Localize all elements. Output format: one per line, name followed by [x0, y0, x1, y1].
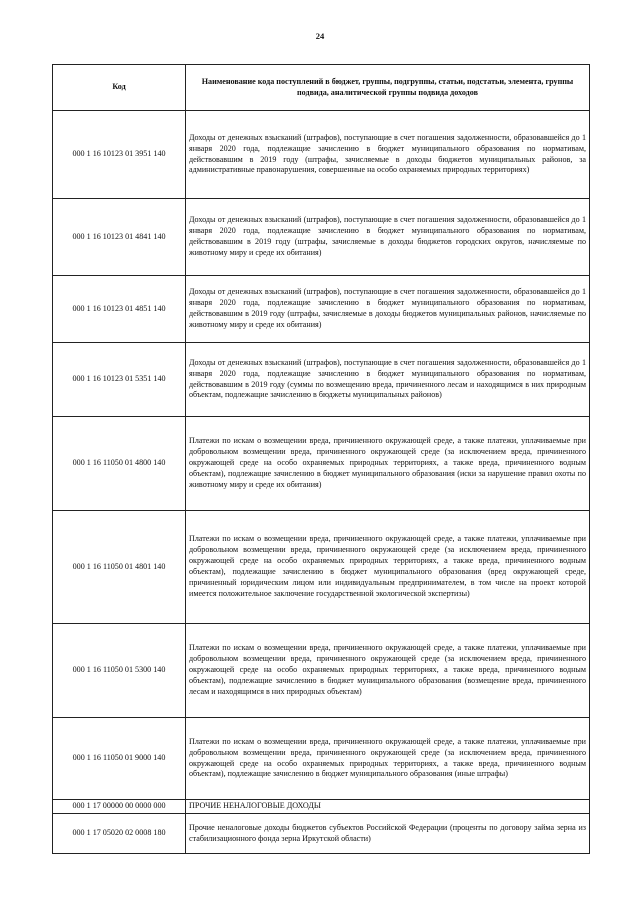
page-number: 24 [315, 31, 325, 41]
code-cell: 000 1 16 10123 01 5351 140 [53, 343, 186, 417]
description-cell: Доходы от денежных взысканий (штрафов), поступающие в счет погашения задолженности, образовавшейся до 1 января 2020 года, подлежащие зачислению в бюджет муниципального образования по нормативам, действовавшим в 2019 году (штрафы, зачисляемые в доходы бюджетов муниципальных районов, начисляемые по животному миру и среде их обитания) [186, 276, 590, 343]
description-cell: Прочие неналоговые доходы бюджетов субъектов Российской Федерации (проценты по договору займа зерна из стабилизационного фонда зерна Иркутской области) [186, 814, 590, 854]
table-row [53, 417, 590, 511]
revenue-codes-table [52, 64, 590, 854]
table-row [53, 511, 590, 624]
code-cell: 000 1 16 10123 01 4841 140 [53, 199, 186, 276]
code-cell: 000 1 16 11050 01 4800 140 [53, 417, 186, 511]
code-cell: 000 1 17 00000 00 0000 000 [53, 800, 186, 814]
code-cell: 000 1 17 05020 02 0008 180 [53, 814, 186, 854]
table-row [53, 814, 590, 854]
table-row [53, 343, 590, 417]
section-title-cell: ПРОЧИЕ НЕНАЛОГОВЫЕ ДОХОДЫ [186, 800, 590, 814]
code-cell: 000 1 16 11050 01 9000 140 [53, 718, 186, 800]
header-name: Наименование кода поступлений в бюджет, группы, подгруппы, статьи, подстатьи, элемента, группы подвида, аналитической группы подвида доходов [186, 65, 590, 111]
description-cell: Доходы от денежных взысканий (штрафов), поступающие в счет погашения задолженности, образовавшейся до 1 января 2020 года, подлежащие зачислению в бюджет муниципального образования по нормативам, действовавшим в 2019 году (штрафы, зачисляемые в доходы бюджетов муниципальных районов, за административные правонарушения, совершенные на особо охраняемых природных территориях) [186, 111, 590, 199]
table-row [53, 800, 590, 814]
description-cell: Платежи по искам о возмещении вреда, причиненного окружающей среде, а также платежи, уплачиваемые при добровольном возмещении вреда, причиненного окружающей среде (за исключением вреда, причиненного окружающей среде на особо охраняемых природных территориях, а также вреда, причиненного водным объектам), подлежащие зачислению в бюджет муниципального образования (вред окружающей среде, причиненный юридическим лицом или индивидуальным предпринимателем, в том числе на проект которой имеется положительное заключение государственной экологической экспертизы) [186, 511, 590, 624]
table-row [53, 276, 590, 343]
table-header-row [53, 65, 590, 111]
code-cell: 000 1 16 11050 01 4801 140 [53, 511, 186, 624]
description-cell: Доходы от денежных взысканий (штрафов), поступающие в счет погашения задолженности, образовавшейся до 1 января 2020 года, подлежащие зачислению в бюджет муниципального образования по нормативам, действовавшим в 2019 году (суммы по возмещению вреда, причиненного лесам и находящимся в них природным объектам, подлежащие зачислению в бюджеты муниципальных районов) [186, 343, 590, 417]
header-code: Код [53, 65, 186, 111]
table-row [53, 718, 590, 800]
table-row [53, 111, 590, 199]
code-cell: 000 1 16 10123 01 4851 140 [53, 276, 186, 343]
code-cell: 000 1 16 10123 01 3951 140 [53, 111, 186, 199]
table-row [53, 199, 590, 276]
description-cell: Платежи по искам о возмещении вреда, причиненного окружающей среде, а также платежи, уплачиваемые при добровольном возмещении вреда, причиненного окружающей среде (за исключением вреда, причиненного окружающей среде на особо охраняемых природных территориях, а также вреда, причиненного водным объектам), подлежащие зачислению в бюджет муниципального образования (иски за нарушение правил охоты по животному миру и среде их обитания) [186, 417, 590, 511]
description-cell: Платежи по искам о возмещении вреда, причиненного окружающей среде, а также платежи, уплачиваемые при добровольном возмещении вреда, причиненного окружающей среде (за исключением вреда, причиненного окружающей среде на особо охраняемых природных территориях, а также вреда, причиненного водным объектам), подлежащие зачислению в бюджет муниципального образования (иные штрафы) [186, 718, 590, 800]
code-cell: 000 1 16 11050 01 5300 140 [53, 624, 186, 718]
description-cell: Платежи по искам о возмещении вреда, причиненного окружающей среде, а также платежи, уплачиваемые при добровольном возмещении вреда, причиненного окружающей среде (за исключением вреда, причиненного окружающей среде на особо охраняемых природных территориях, а также вреда, причиненного водным объектам), подлежащие зачислению в бюджет муниципального образования (возмещение вреда, причиненного лесам и находящимся в них природных объектам) [186, 624, 590, 718]
description-cell: Доходы от денежных взысканий (штрафов), поступающие в счет погашения задолженности, образовавшейся до 1 января 2020 года, подлежащие зачислению в бюджет муниципального образования по нормативам, действовавшим в 2019 году (штрафы, зачисляемые в доходы бюджетов городских округов, начисляемые по животному миру и среде их обитания) [186, 199, 590, 276]
table-row [53, 624, 590, 718]
